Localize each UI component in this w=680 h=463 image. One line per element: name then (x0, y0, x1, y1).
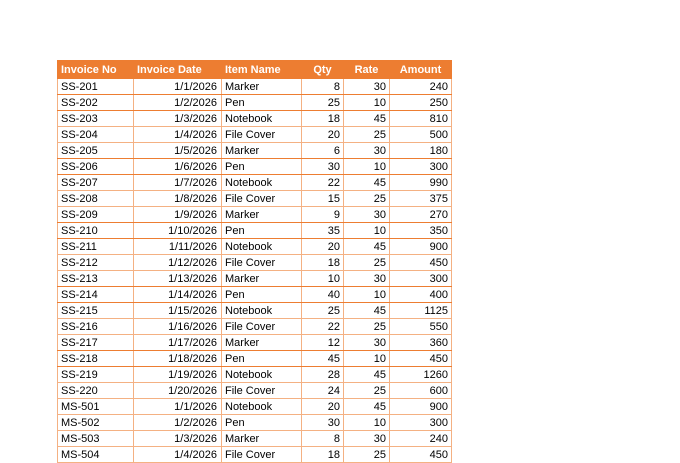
cell-invoice-date[interactable]: 1/3/2026 (134, 431, 222, 447)
cell-qty[interactable]: 40 (302, 287, 344, 303)
table-row (58, 127, 452, 143)
cell-invoice-date[interactable]: 1/1/2026 (134, 79, 222, 95)
cell-item-name[interactable]: Marker (222, 431, 302, 447)
cell-qty[interactable]: 18 (302, 447, 344, 463)
table-row (58, 111, 452, 127)
cell-rate[interactable]: 45 (344, 175, 390, 191)
cell-invoice-date[interactable]: 1/15/2026 (134, 303, 222, 319)
cell-item-name[interactable]: Pen (222, 287, 302, 303)
cell-amount[interactable]: 1125 (390, 303, 452, 319)
cell-invoice-date[interactable]: 1/18/2026 (134, 351, 222, 367)
cell-item-name[interactable]: Marker (222, 79, 302, 95)
header-rate[interactable]: Rate (344, 61, 390, 79)
cell-invoice-no[interactable]: SS-220 (58, 383, 134, 399)
header-qty[interactable]: Qty (302, 61, 344, 79)
cell-invoice-no[interactable]: SS-208 (58, 191, 134, 207)
header-item-name[interactable]: Item Name (222, 61, 302, 79)
header-invoice-no[interactable]: Invoice No (58, 61, 134, 79)
cell-rate[interactable]: 30 (344, 431, 390, 447)
cell-rate[interactable]: 30 (344, 143, 390, 159)
cell-qty[interactable]: 22 (302, 319, 344, 335)
table-row (58, 255, 452, 271)
table-row (58, 175, 452, 191)
cell-invoice-date[interactable]: 1/14/2026 (134, 287, 222, 303)
cell-invoice-date[interactable]: 1/17/2026 (134, 335, 222, 351)
cell-invoice-date[interactable]: 1/13/2026 (134, 271, 222, 287)
cell-invoice-no[interactable]: MS-501 (58, 399, 134, 415)
cell-invoice-no[interactable]: MS-503 (58, 431, 134, 447)
invoice-table-container (57, 60, 452, 463)
cell-qty[interactable]: 28 (302, 367, 344, 383)
cell-invoice-date[interactable]: 1/19/2026 (134, 367, 222, 383)
cell-invoice-no[interactable]: SS-202 (58, 95, 134, 111)
cell-invoice-date[interactable]: 1/11/2026 (134, 239, 222, 255)
table-row (58, 79, 452, 95)
header-invoice-date[interactable]: Invoice Date (134, 61, 222, 79)
cell-rate[interactable]: 45 (344, 367, 390, 383)
table-row (58, 207, 452, 223)
cell-amount[interactable]: 500 (390, 127, 452, 143)
table-row (58, 367, 452, 383)
table-row (58, 159, 452, 175)
table-body (58, 79, 452, 463)
cell-rate[interactable]: 25 (344, 383, 390, 399)
cell-invoice-no[interactable]: SS-218 (58, 351, 134, 367)
cell-rate[interactable]: 25 (344, 447, 390, 463)
cell-amount[interactable]: 600 (390, 383, 452, 399)
cell-invoice-date[interactable]: 1/5/2026 (134, 143, 222, 159)
table-row (58, 271, 452, 287)
cell-rate[interactable]: 10 (344, 159, 390, 175)
cell-qty[interactable]: 18 (302, 255, 344, 271)
cell-qty[interactable]: 12 (302, 335, 344, 351)
table-row (58, 223, 452, 239)
cell-invoice-date[interactable]: 1/9/2026 (134, 207, 222, 223)
header-row (58, 61, 452, 79)
cell-item-name[interactable]: Marker (222, 335, 302, 351)
cell-invoice-no[interactable]: SS-215 (58, 303, 134, 319)
cell-amount[interactable]: 360 (390, 335, 452, 351)
table-row (58, 447, 452, 463)
cell-qty[interactable]: 20 (302, 239, 344, 255)
cell-rate[interactable]: 25 (344, 127, 390, 143)
cell-amount[interactable]: 240 (390, 431, 452, 447)
cell-qty[interactable]: 25 (302, 303, 344, 319)
cell-invoice-no[interactable]: SS-207 (58, 175, 134, 191)
cell-amount[interactable]: 990 (390, 175, 452, 191)
cell-item-name[interactable]: Notebook (222, 239, 302, 255)
cell-qty[interactable]: 25 (302, 95, 344, 111)
cell-amount[interactable]: 900 (390, 239, 452, 255)
cell-amount[interactable]: 375 (390, 191, 452, 207)
cell-item-name[interactable]: Pen (222, 159, 302, 175)
cell-qty[interactable]: 24 (302, 383, 344, 399)
cell-item-name[interactable]: File Cover (222, 191, 302, 207)
cell-item-name[interactable]: Notebook (222, 303, 302, 319)
cell-item-name[interactable]: Notebook (222, 111, 302, 127)
cell-rate[interactable]: 45 (344, 111, 390, 127)
table-row (58, 95, 452, 111)
cell-amount[interactable]: 300 (390, 271, 452, 287)
table-row (58, 383, 452, 399)
table-row (58, 319, 452, 335)
cell-item-name[interactable]: Pen (222, 351, 302, 367)
table-row (58, 287, 452, 303)
cell-amount[interactable]: 240 (390, 79, 452, 95)
cell-qty[interactable]: 35 (302, 223, 344, 239)
cell-qty[interactable]: 15 (302, 191, 344, 207)
cell-item-name[interactable]: Notebook (222, 399, 302, 415)
cell-rate[interactable]: 10 (344, 287, 390, 303)
cell-item-name[interactable]: Pen (222, 415, 302, 431)
cell-item-name[interactable]: Marker (222, 207, 302, 223)
cell-invoice-no[interactable]: SS-212 (58, 255, 134, 271)
cell-rate[interactable]: 45 (344, 303, 390, 319)
cell-qty[interactable]: 10 (302, 271, 344, 287)
cell-qty[interactable]: 8 (302, 79, 344, 95)
table-row (58, 239, 452, 255)
cell-invoice-no[interactable]: SS-214 (58, 287, 134, 303)
cell-invoice-date[interactable]: 1/16/2026 (134, 319, 222, 335)
table-row (58, 415, 452, 431)
cell-invoice-date[interactable]: 1/3/2026 (134, 111, 222, 127)
cell-rate[interactable]: 30 (344, 271, 390, 287)
cell-amount[interactable]: 300 (390, 159, 452, 175)
header-amount[interactable]: Amount (390, 61, 452, 79)
cell-item-name[interactable]: Notebook (222, 175, 302, 191)
cell-qty[interactable]: 22 (302, 175, 344, 191)
cell-qty[interactable]: 9 (302, 207, 344, 223)
invoice-table (57, 60, 452, 463)
cell-rate[interactable]: 30 (344, 207, 390, 223)
cell-invoice-no[interactable]: SS-209 (58, 207, 134, 223)
cell-rate[interactable]: 30 (344, 79, 390, 95)
cell-rate[interactable]: 45 (344, 239, 390, 255)
cell-rate[interactable]: 30 (344, 335, 390, 351)
cell-invoice-no[interactable]: SS-213 (58, 271, 134, 287)
table-row (58, 335, 452, 351)
cell-invoice-no[interactable]: SS-216 (58, 319, 134, 335)
cell-invoice-no[interactable]: SS-206 (58, 159, 134, 175)
cell-item-name[interactable]: File Cover (222, 127, 302, 143)
cell-invoice-no[interactable]: MS-504 (58, 447, 134, 463)
cell-item-name[interactable]: Notebook (222, 367, 302, 383)
cell-rate[interactable]: 10 (344, 95, 390, 111)
cell-qty[interactable]: 45 (302, 351, 344, 367)
cell-amount[interactable]: 450 (390, 447, 452, 463)
cell-invoice-date[interactable]: 1/7/2026 (134, 175, 222, 191)
cell-invoice-no[interactable]: SS-205 (58, 143, 134, 159)
cell-invoice-date[interactable]: 1/8/2026 (134, 191, 222, 207)
cell-amount[interactable]: 1260 (390, 367, 452, 383)
cell-invoice-date[interactable]: 1/20/2026 (134, 383, 222, 399)
table-row (58, 399, 452, 415)
cell-amount[interactable]: 300 (390, 415, 452, 431)
cell-qty[interactable]: 20 (302, 127, 344, 143)
cell-invoice-date[interactable]: 1/1/2026 (134, 399, 222, 415)
cell-invoice-no[interactable]: SS-211 (58, 239, 134, 255)
cell-rate[interactable]: 45 (344, 399, 390, 415)
cell-invoice-date[interactable]: 1/4/2026 (134, 447, 222, 463)
cell-invoice-date[interactable]: 1/10/2026 (134, 223, 222, 239)
cell-invoice-date[interactable]: 1/4/2026 (134, 127, 222, 143)
cell-rate[interactable]: 25 (344, 319, 390, 335)
cell-amount[interactable]: 400 (390, 287, 452, 303)
cell-item-name[interactable]: File Cover (222, 383, 302, 399)
table-row (58, 431, 452, 447)
cell-item-name[interactable]: Pen (222, 223, 302, 239)
cell-item-name[interactable]: File Cover (222, 319, 302, 335)
cell-invoice-no[interactable]: SS-219 (58, 367, 134, 383)
table-row (58, 143, 452, 159)
cell-invoice-no[interactable]: SS-204 (58, 127, 134, 143)
cell-amount[interactable]: 900 (390, 399, 452, 415)
cell-invoice-no[interactable]: MS-502 (58, 415, 134, 431)
cell-amount[interactable]: 250 (390, 95, 452, 111)
cell-invoice-no[interactable]: SS-217 (58, 335, 134, 351)
cell-qty[interactable]: 30 (302, 159, 344, 175)
cell-item-name[interactable]: Pen (222, 95, 302, 111)
cell-invoice-no[interactable]: SS-203 (58, 111, 134, 127)
cell-invoice-date[interactable]: 1/12/2026 (134, 255, 222, 271)
cell-amount[interactable]: 270 (390, 207, 452, 223)
cell-qty[interactable]: 30 (302, 415, 344, 431)
cell-amount[interactable]: 180 (390, 143, 452, 159)
cell-invoice-date[interactable]: 1/2/2026 (134, 415, 222, 431)
cell-item-name[interactable]: Marker (222, 271, 302, 287)
cell-invoice-date[interactable]: 1/2/2026 (134, 95, 222, 111)
cell-invoice-no[interactable]: SS-201 (58, 79, 134, 95)
cell-rate[interactable]: 25 (344, 255, 390, 271)
cell-qty[interactable]: 6 (302, 143, 344, 159)
cell-rate[interactable]: 10 (344, 223, 390, 239)
cell-amount[interactable]: 550 (390, 319, 452, 335)
table-row (58, 191, 452, 207)
cell-amount[interactable]: 450 (390, 351, 452, 367)
cell-rate[interactable]: 10 (344, 351, 390, 367)
cell-rate[interactable]: 10 (344, 415, 390, 431)
cell-rate[interactable]: 25 (344, 191, 390, 207)
cell-amount[interactable]: 350 (390, 223, 452, 239)
cell-invoice-date[interactable]: 1/6/2026 (134, 159, 222, 175)
cell-qty[interactable]: 8 (302, 431, 344, 447)
table-row (58, 303, 452, 319)
cell-amount[interactable]: 450 (390, 255, 452, 271)
cell-amount[interactable]: 810 (390, 111, 452, 127)
cell-item-name[interactable]: File Cover (222, 255, 302, 271)
table-row (58, 351, 452, 367)
cell-qty[interactable]: 20 (302, 399, 344, 415)
cell-item-name[interactable]: Marker (222, 143, 302, 159)
cell-invoice-no[interactable]: SS-210 (58, 223, 134, 239)
cell-item-name[interactable]: File Cover (222, 447, 302, 463)
cell-qty[interactable]: 18 (302, 111, 344, 127)
